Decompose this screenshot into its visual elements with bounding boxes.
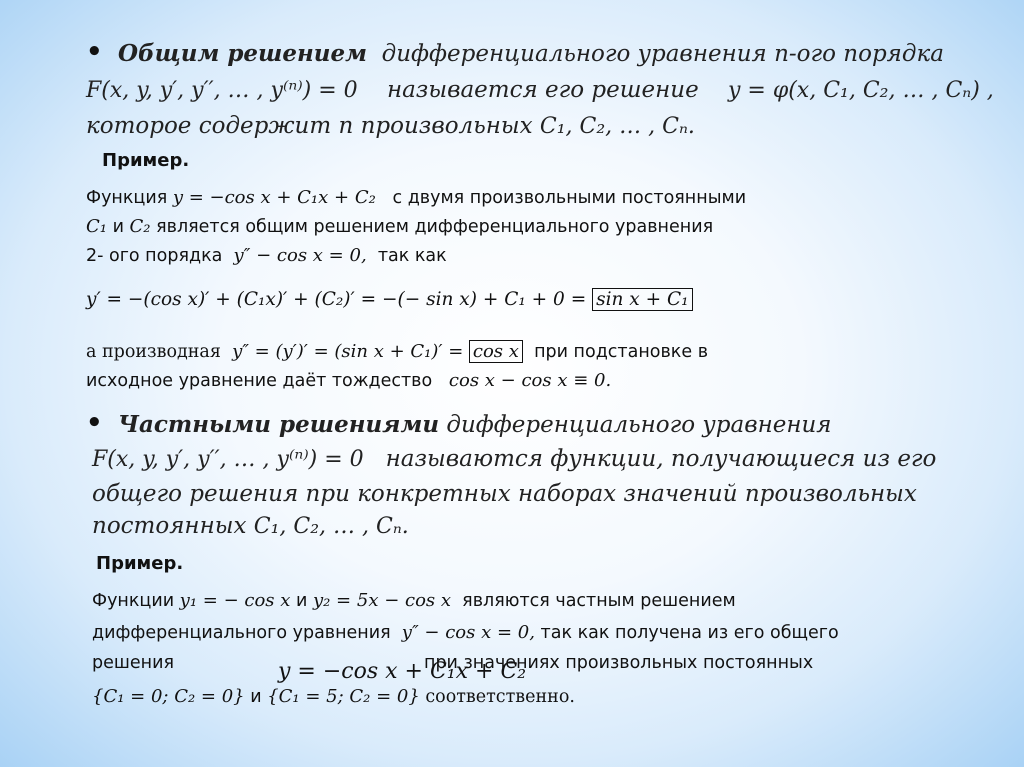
def2-term: Частными решениями (118, 411, 440, 438)
ex2-l4-set2: {C₁ = 5; C₂ = 0} (267, 686, 420, 707)
ex1-l2-c2: C₂ (129, 216, 151, 237)
def2-line2-rest: называются функции, получающиеся из его (385, 446, 937, 472)
def2-line3: общего решения при конкретных наборах значений произвольных (92, 481, 917, 507)
ex1-l2-rest: является общим решением дифференциального уравнения (156, 217, 714, 237)
bullet-icon: • (86, 408, 103, 438)
ex1-derivative: y′ = −(cos x)′ + (C₁x)′ + (C₂)′ = −(− sin x) + C₁ + 0 = (86, 289, 587, 310)
ex2-l4-and: и (250, 687, 262, 707)
ex2-line2 (92, 622, 839, 643)
def2-equation: F(x, y, y′, y′′, … , y⁽ⁿ⁾) = 0 (92, 447, 364, 472)
ex2-line3-left: решения (92, 653, 174, 673)
def1-term: Общим решением (118, 40, 368, 67)
def1-constants: C₁, C₂, … , Cₙ. (539, 114, 695, 139)
ex1-l2-and: и (112, 217, 124, 237)
def1-line3 (86, 113, 695, 139)
def1-phrase: называется его решение (386, 77, 699, 103)
ex1-l2-c1: C₁ (86, 216, 107, 237)
def2-constants: C₁, C₂, … , Cₙ. (253, 514, 409, 539)
def1-line3-text: которое содержит n произвольных (86, 113, 533, 139)
ex2-l2-rest: так как получена из его общего (540, 623, 839, 643)
def2-line1 (118, 411, 832, 438)
ex1-l5-formula: y″ = (y′)′ = (sin x + C₁)′ = (232, 341, 464, 362)
ex1-boxed-result: sin x + C₁ (592, 288, 692, 311)
ex2-l4-rest: соответственно. (425, 687, 575, 707)
ex1-line2 (86, 216, 713, 237)
ex2-line3-right: при значениях произвольных постоянных (424, 653, 814, 673)
def1-solution: y = φ(x, C₁, C₂, … , Cₙ) , (727, 78, 994, 103)
ex2-line4 (92, 686, 575, 707)
ex1-l6-text: исходное уравнение даёт тождество (86, 371, 433, 391)
def2-line1-rest: дифференциального уравнения (446, 412, 832, 438)
ex2-line1 (92, 590, 736, 611)
def1-line2 (86, 77, 994, 103)
def2-line2 (92, 446, 936, 472)
ex2-l2-formula: y″ − cos x = 0, (401, 622, 535, 643)
ex1-l5-boxed: cos x (469, 340, 523, 363)
ex2-l1-text: Функции (92, 591, 175, 611)
ex2-l4-set1: {C₁ = 0; C₂ = 0} (92, 686, 245, 707)
ex1-l3-rest: так как (377, 246, 447, 266)
def1-equation: F(x, y, y′, y′′, … , y⁽ⁿ⁾) = 0 (86, 78, 358, 103)
ex1-line5 (86, 341, 708, 362)
ex1-l1-rest: с двумя произвольными постоянными (392, 188, 747, 208)
ex1-l1-formula: y = −cos x + C₁x + C₂ (172, 187, 376, 208)
ex1-l5-rest: при подстановке в (534, 342, 709, 362)
ex1-derivative-line (86, 289, 693, 310)
ex1-l6-identity: cos x − cos x ≡ 0. (448, 370, 612, 391)
ex2-l1-y1: y₁ = − cos x (179, 590, 291, 611)
ex2-l1-rest: являются частным решением (462, 591, 736, 611)
ex2-l1-y2: y₂ = 5x − cos x (312, 590, 452, 611)
example1-label: Пример. (102, 150, 190, 171)
ex1-line6 (86, 370, 611, 391)
ex1-line1 (86, 187, 746, 208)
ex1-l3-formula: y″ − cos x = 0, (233, 245, 367, 266)
ex2-l1-and: и (296, 591, 308, 611)
def1-line1 (118, 40, 944, 67)
def2-line4-text: постоянных (92, 513, 247, 539)
ex1-l5-text: а производная (86, 342, 221, 362)
bullet-icon: • (86, 37, 103, 67)
ex2-l2-text: дифференциального уравнения (92, 623, 391, 643)
def1-line1-rest: дифференциального уравнения n-ого порядка (381, 41, 944, 67)
def2-line4 (92, 513, 409, 539)
example2-label: Пример. (96, 553, 184, 574)
ex2-overlay-formula: y = −cos x + C₁x + C₂ (278, 659, 527, 684)
ex1-line3 (86, 245, 447, 266)
ex1-l1-text: Функция (86, 188, 168, 208)
ex1-l3-text: 2- ого порядка (86, 246, 223, 266)
